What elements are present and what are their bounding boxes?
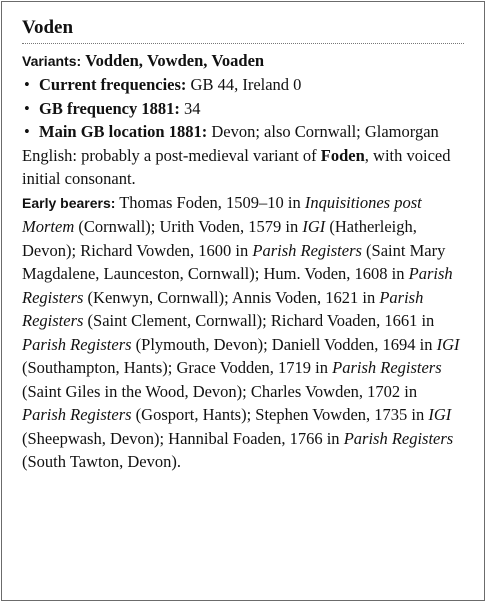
bearer-text: (Kenwyn, Cornwall); Annis Voden, 1621 in bbox=[83, 287, 380, 307]
fact-value: 34 bbox=[183, 98, 201, 118]
fact-label: Current frequencies: bbox=[39, 75, 187, 94]
etymology-prefix: English: probably a post-medieval variant of bbox=[22, 145, 321, 165]
fact-label: Main GB location 1881: bbox=[39, 122, 208, 141]
early-bearers-label: Early bearers: bbox=[22, 194, 116, 211]
bearer-text: Thomas Foden, 1509–10 in bbox=[115, 192, 305, 212]
early-bearers bbox=[22, 191, 464, 474]
variants-line: Variants: Vodden, Vowden, Voaden bbox=[22, 51, 265, 70]
fact-current-frequencies bbox=[22, 73, 464, 97]
surname-entry bbox=[1, 1, 485, 601]
bearer-text: (Plymouth, Devon); Daniell Vodden, 1694 in bbox=[131, 334, 437, 354]
fact-value: GB 44, Ireland 0 bbox=[190, 75, 302, 94]
source-title: IGI bbox=[436, 334, 460, 354]
fact-gb-frequency-1881 bbox=[22, 97, 464, 121]
source-title: Parish Registers bbox=[22, 287, 424, 330]
bearer-text: (Sheepwash, Devon); Hannibal Foaden, 1766 in bbox=[22, 428, 344, 448]
source-title: IGI bbox=[302, 217, 326, 236]
source-title: Parish Registers bbox=[22, 264, 453, 307]
source-title: Parish Registers bbox=[332, 358, 442, 377]
facts-list bbox=[22, 73, 464, 144]
etymology-suffix: , with voiced initial consonant. bbox=[22, 145, 451, 188]
bearer-text: (South Tawton, Devon). bbox=[22, 452, 181, 471]
bearer-text: (Saint Giles in the Wood, Devon); Charles Vowden, 1702 in bbox=[22, 381, 418, 401]
source-title: Parish Registers bbox=[22, 405, 132, 424]
source-title: Inquisitiones post Mortem bbox=[22, 192, 422, 236]
variant-2: Vowden bbox=[147, 51, 204, 70]
bearer-text: (Southampton, Hants); Grace Vodden, 1719 in bbox=[22, 358, 333, 377]
variants-label: Variants: bbox=[22, 53, 82, 69]
variant-1: Vodden bbox=[85, 51, 139, 70]
bearer-text: (Hatherleigh, Devon); Richard Vowden, 1600 in bbox=[22, 217, 417, 260]
source-title: Parish Registers bbox=[343, 428, 454, 448]
bearer-text: (Saint Clement, Cornwall); Richard Voaden, 1661 in bbox=[83, 311, 435, 330]
cross-reference: Foden bbox=[320, 145, 365, 165]
bearer-text: (Saint Mary Magdalene, Launceston, Cornwall); Hum. Voden, 1608 in bbox=[22, 240, 446, 283]
source-title: Parish Registers bbox=[22, 334, 132, 354]
etymology bbox=[22, 144, 464, 191]
bearer-text: (Cornwall); Urith Voden, 1579 in bbox=[74, 217, 303, 236]
fact-main-location-1881 bbox=[22, 120, 464, 144]
bearer-text: (Gosport, Hants); Stephen Vowden, 1735 in bbox=[131, 405, 429, 424]
fact-value: Devon; also Cornwall; Glamorgan bbox=[211, 122, 439, 141]
fact-label: GB frequency 1881: bbox=[39, 98, 180, 118]
variant-3: Voaden bbox=[211, 51, 265, 70]
source-title: IGI bbox=[428, 405, 452, 424]
headword: Voden bbox=[22, 16, 464, 44]
source-title: Parish Registers bbox=[252, 240, 362, 260]
